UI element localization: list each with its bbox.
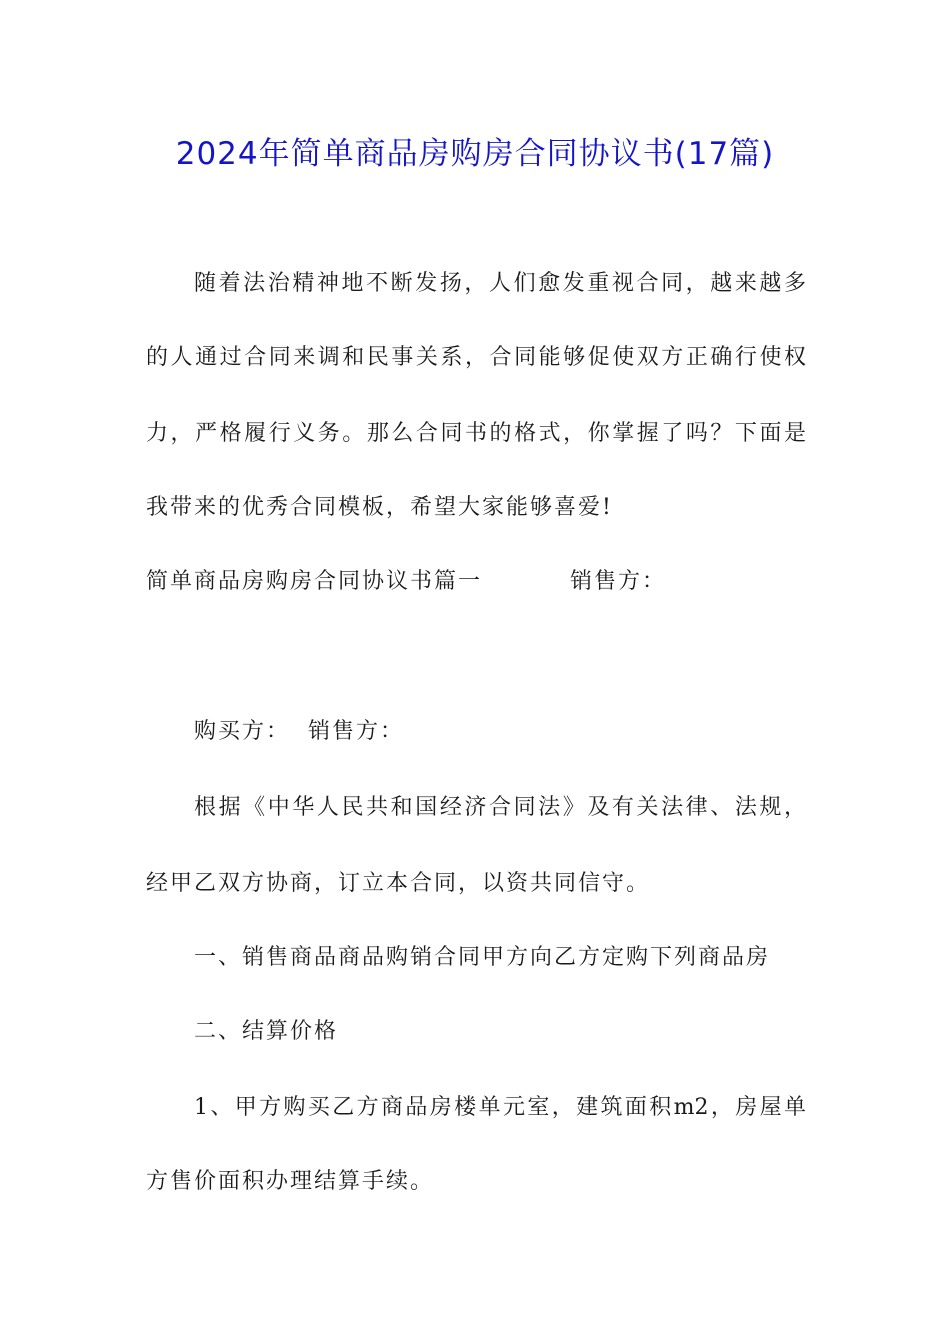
clause-two-item-line-2: 方售价面积办理结算手续。 (146, 1169, 435, 1194)
basis-line-1: 根据《中华人民共和国经济合同法》及有关法律、法规， (194, 795, 806, 820)
intro-line-3: 力，严格履行义务。那么合同书的格式，你掌握了吗？下面是 (146, 421, 806, 446)
section-heading (146, 564, 806, 600)
section-heading-seller: 销售方： (570, 569, 667, 594)
intro-line-2: 的人通过合同来调和民事关系，合同能够促使双方正确行使权 (146, 345, 806, 370)
intro-line-1: 随着法治精神地不断发扬，人们愈发重视合同，越来越多 (194, 271, 806, 296)
basis-line-2: 经甲乙双方协商，订立本合同，以资共同信守。 (146, 871, 651, 896)
clause-two-item-line-1: 1、甲方购买乙方商品房楼单元室，建筑面积m2，房屋单 (194, 1095, 806, 1120)
document-title: 2024年简单商品房购房合同协议书(17篇) (175, 136, 775, 172)
section-heading-title: 简单商品房购房合同协议书篇一 (146, 569, 483, 594)
parties-line: 购买方： 销售方： (194, 719, 404, 744)
clause-one: 一、销售商品商品购销合同甲方向乙方定购下列商品房 (194, 945, 771, 970)
intro-line-4: 我带来的优秀合同模板，希望大家能够喜爱! (146, 495, 613, 520)
clause-two-heading: 二、结算价格 (194, 1019, 339, 1044)
